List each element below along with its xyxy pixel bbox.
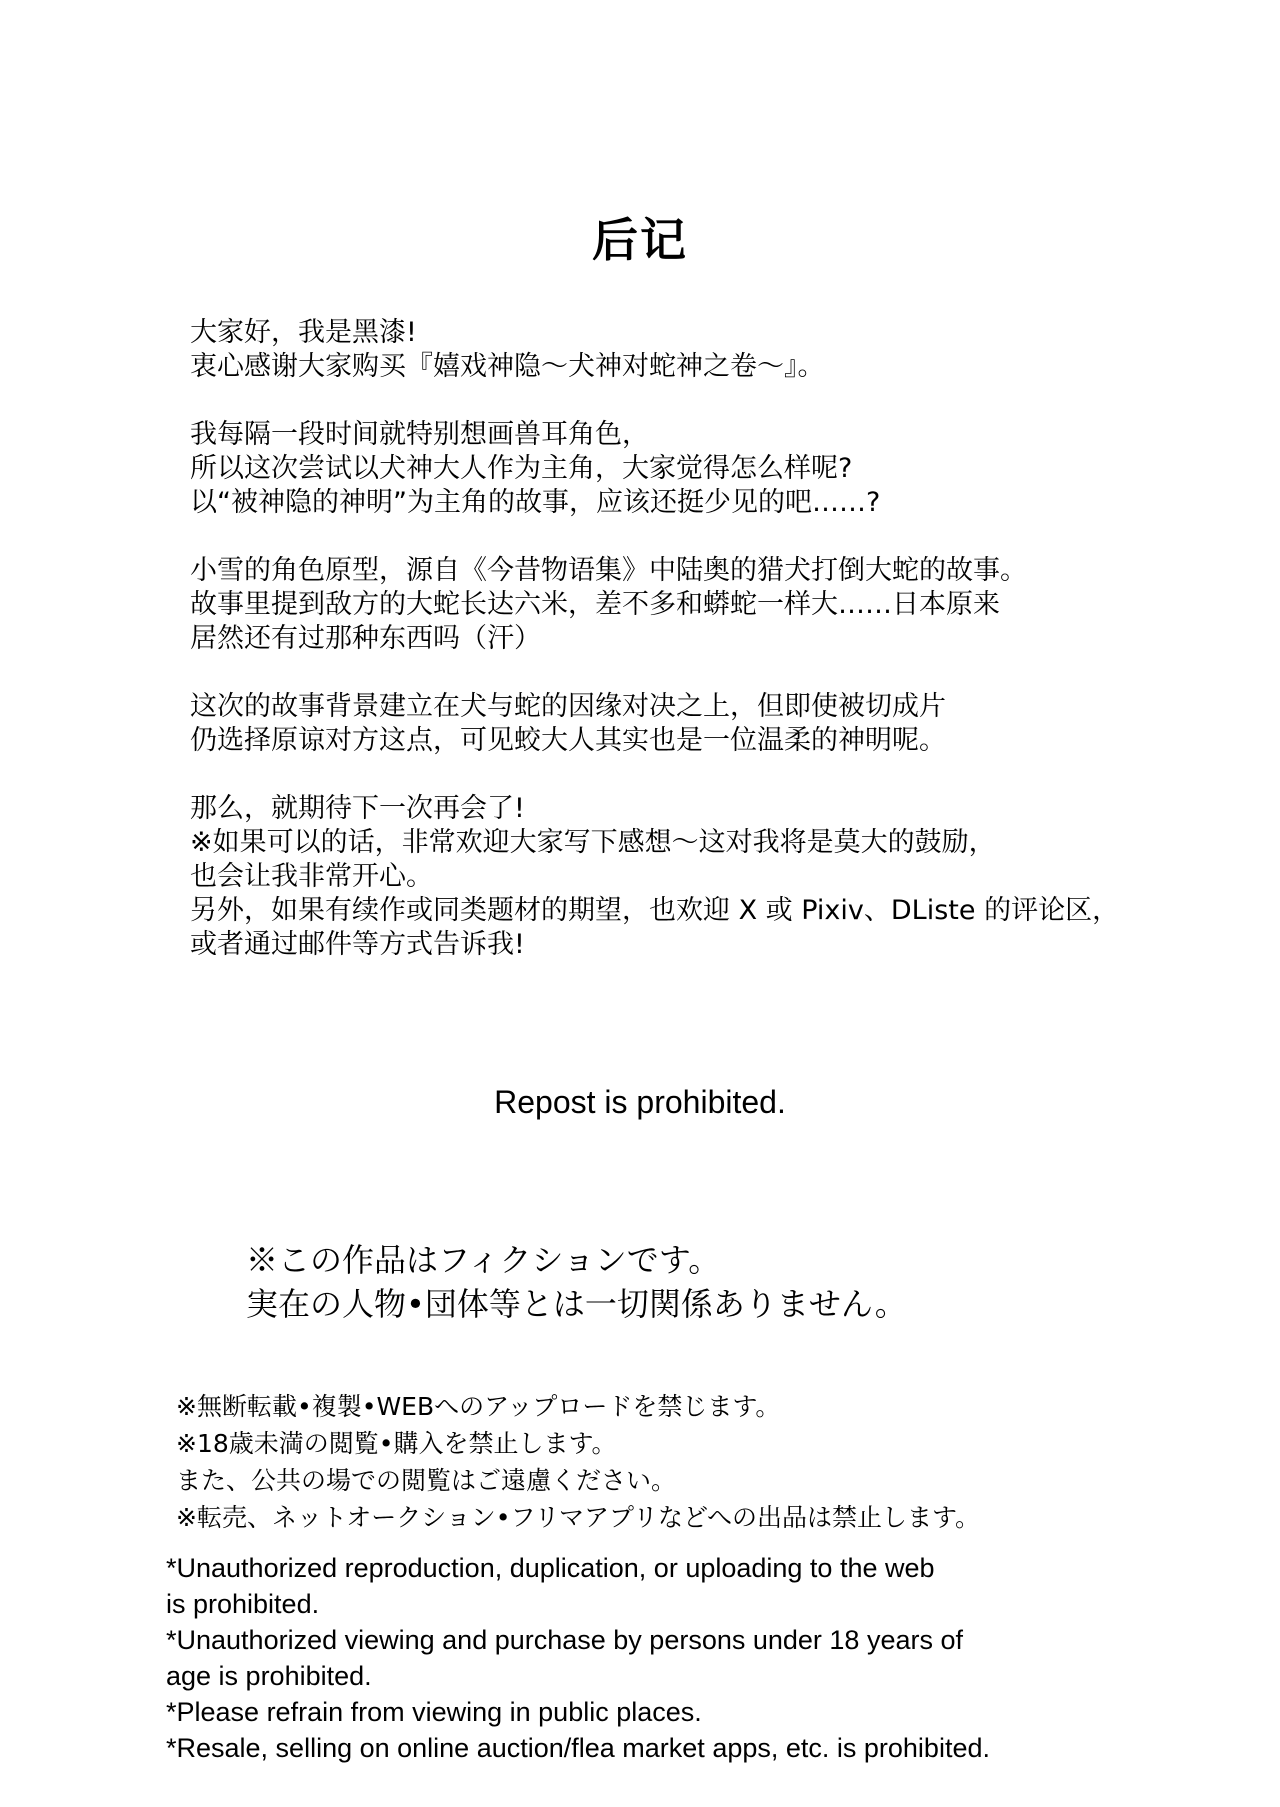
afterword-line: 所以这次尝试以犬神大人作为主角，大家觉得怎么样呢? xyxy=(190,453,853,484)
afterword-body xyxy=(190,316,1270,996)
fiction-notice-line: ※この作品はフィクションです。 xyxy=(246,1241,721,1279)
japanese-notice-line: ※無断転載•複製•WEBへのアップロードを禁じます。 xyxy=(176,1392,781,1421)
japanese-notice-line: また、公共の場での閲覧はご遠慮ください。 xyxy=(176,1466,677,1495)
afterword-line: 衷心感谢大家购买『嬉戏神隐～犬神对蛇神之卷～』。 xyxy=(190,351,825,382)
afterword-line: 居然还有过那种东西吗（汗） xyxy=(190,623,541,654)
afterword-line: 另外，如果有续作或同类题材的期望，也欢迎 X 或 Pixiv、DListe 的评论区， xyxy=(190,895,1120,926)
afterword-paragraph xyxy=(190,690,1270,758)
fiction-notice-line: 実在の人物•団体等とは一切関係ありません。 xyxy=(246,1285,907,1323)
english-notice-line: *Resale, selling on online auction/flea market apps, etc. is prohibited. xyxy=(166,1733,990,1763)
english-notice-line: *Unauthorized reproduction, duplication, or uploading to the web xyxy=(166,1553,935,1583)
repost-notice: Repost is prohibited. xyxy=(494,1084,786,1120)
fiction-notice xyxy=(246,1238,907,1326)
english-notice-line: *Unauthorized viewing and purchase by persons under 18 years of xyxy=(166,1625,963,1655)
japanese-notices xyxy=(176,1388,980,1536)
afterword-paragraph xyxy=(190,792,1270,962)
afterword-line: 仍选择原谅对方这点，可见蛟大人其实也是一位温柔的神明呢。 xyxy=(190,725,946,756)
english-notice-line: is prohibited. xyxy=(166,1589,320,1619)
english-notice-line: age is prohibited. xyxy=(166,1661,372,1691)
afterword-line: 大家好，我是黑漆! xyxy=(190,317,417,348)
afterword-line: 以“被神隐的神明”为主角的故事，应该还挺少见的吧……? xyxy=(190,487,881,518)
afterword-line: 这次的故事背景建立在犬与蛇的因缘对决之上，但即使被切成片 xyxy=(190,691,946,722)
afterword-line: 我每隔一段时间就特别想画兽耳角色， xyxy=(190,419,649,450)
afterword-paragraph xyxy=(190,554,1270,656)
japanese-notice-line: ※18歳未満の閲覧•購入を禁止します。 xyxy=(176,1429,617,1458)
afterword-line: 或者通过邮件等方式告诉我! xyxy=(190,929,525,960)
afterword-line: 那么，就期待下一次再会了! xyxy=(190,793,525,824)
afterword-line: ※如果可以的话，非常欢迎大家写下感想～这对我将是莫大的鼓励， xyxy=(190,827,996,858)
english-notices xyxy=(166,1550,990,1766)
page-title: 后记 xyxy=(592,213,688,267)
afterword-line: 故事里提到敌方的大蛇长达六米，差不多和蟒蛇一样大……日本原来 xyxy=(190,589,1000,620)
afterword-line: 也会让我非常开心。 xyxy=(190,861,433,892)
afterword-paragraph xyxy=(190,418,1270,520)
afterword-line: 小雪的角色原型，源自《今昔物语集》中陆奥的猎犬打倒大蛇的故事。 xyxy=(190,555,1027,586)
afterword-paragraph xyxy=(190,316,1270,384)
english-notice-line: *Please refrain from viewing in public places. xyxy=(166,1697,702,1727)
japanese-notice-line: ※転売、ネットオークション•フリマアプリなどへの出品は禁止します。 xyxy=(176,1503,980,1532)
